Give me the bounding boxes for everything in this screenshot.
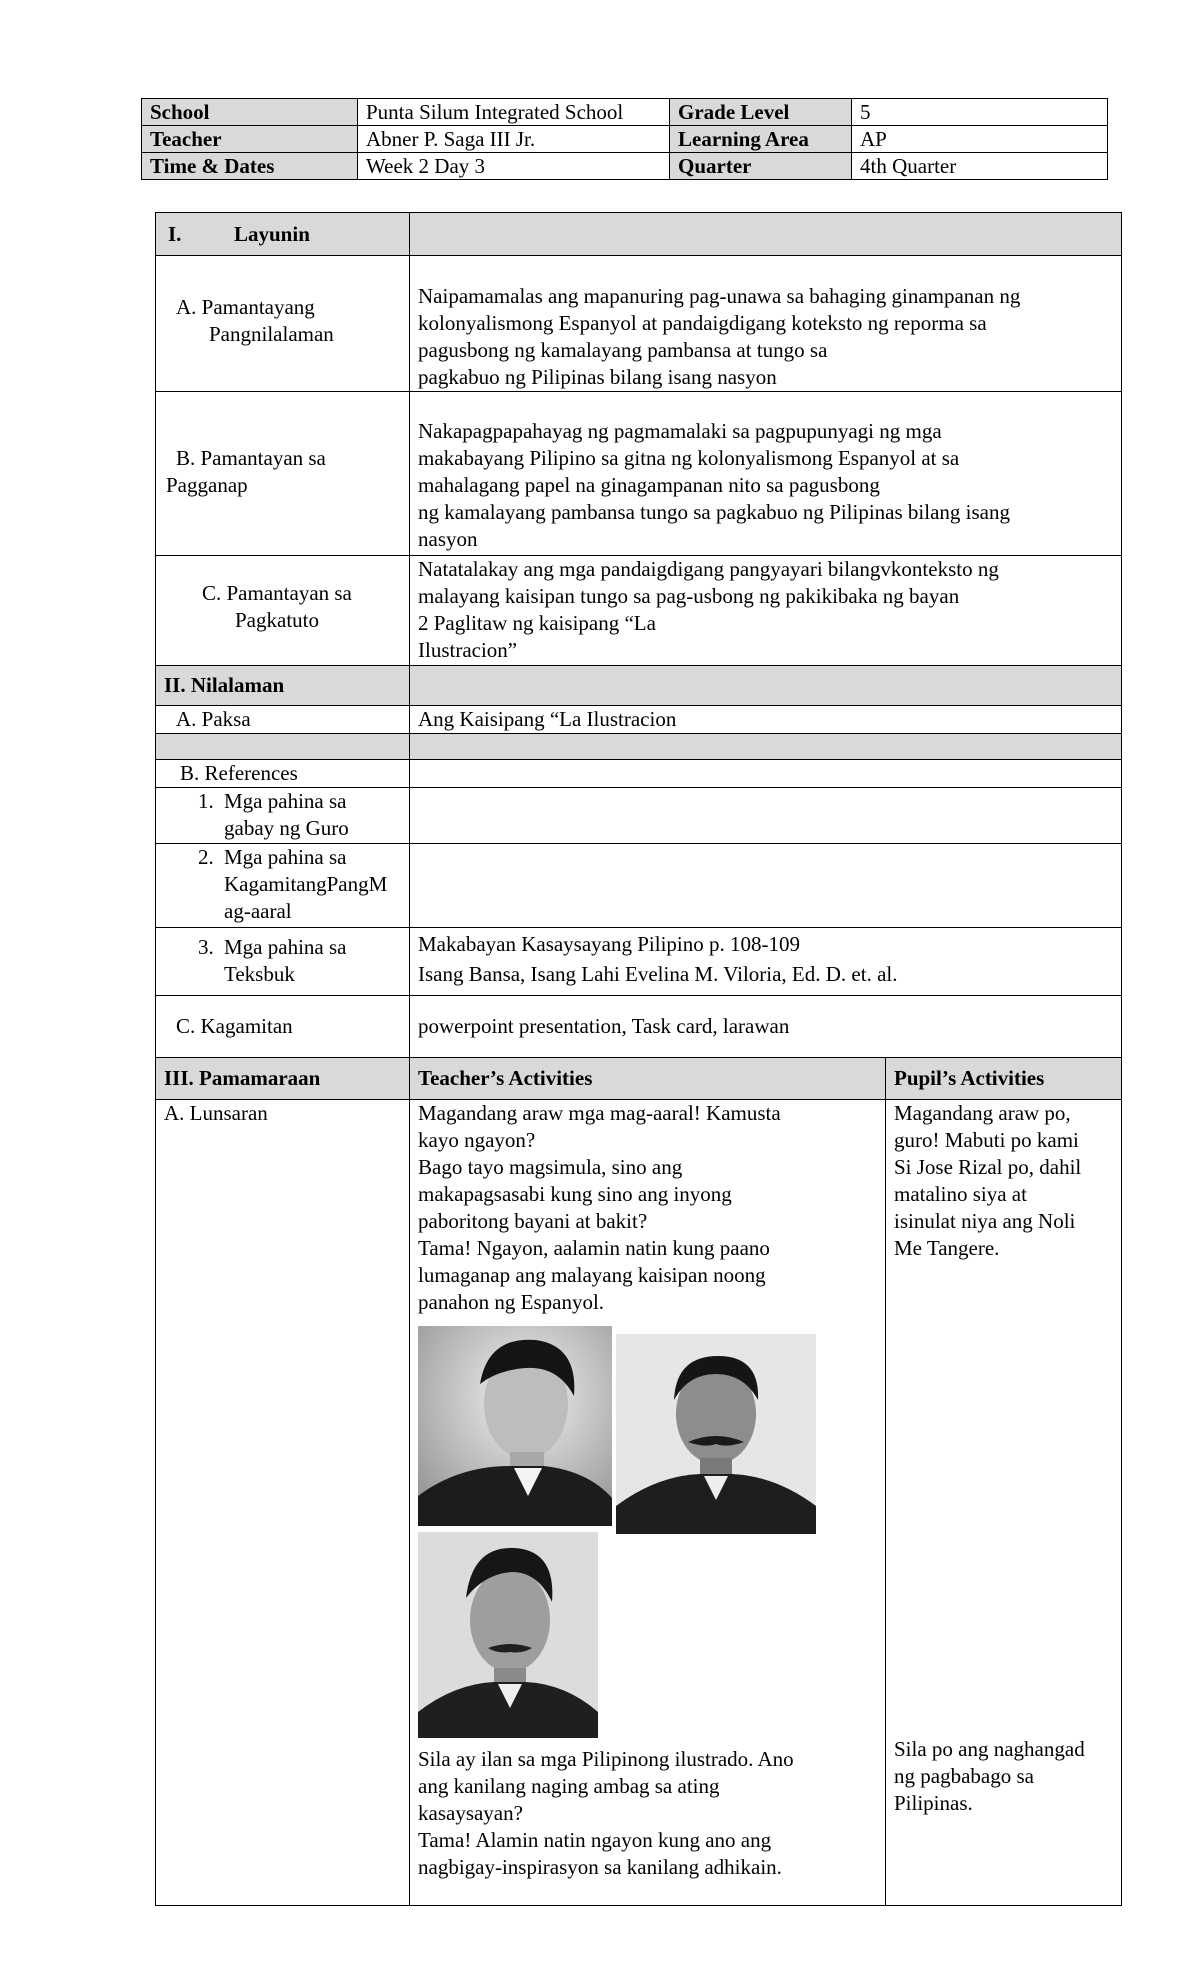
ref-kagamitan-value xyxy=(410,844,1122,928)
a-label-line-2: Pangnilalaman xyxy=(209,322,334,346)
references-label: B. References xyxy=(156,760,410,788)
kagamitan-value: powerpoint presentation, Task card, larawan xyxy=(410,996,1122,1058)
lesson-table xyxy=(155,212,1122,1906)
pupil-text-line: ng pagbabago sa xyxy=(894,1764,1034,1788)
a-text-line: kolonyalismong Espanyol at pandaigdigang koteksto ng reporma sa xyxy=(418,311,987,335)
layunin-heading-empty xyxy=(410,213,1122,256)
ref-teksbuk-value xyxy=(410,928,1122,996)
header-table xyxy=(141,98,1108,180)
spacer-row xyxy=(156,734,1122,760)
header-row-teacher xyxy=(142,126,1108,153)
layunin-heading xyxy=(156,213,410,256)
b-text-line: makabayang Pilipino sa gitna ng kolonyalismong Espanyol at sa xyxy=(418,446,960,470)
pupil-text-line: Me Tangere. xyxy=(894,1236,1000,1260)
paksa-row xyxy=(156,706,1122,734)
ref3-value-1: Makabayan Kasaysayang Pilipino p. 108-109 xyxy=(418,932,801,956)
ref1-num: 1. xyxy=(198,789,214,813)
pamantayan-sa-pagkatuto-text xyxy=(410,556,1122,666)
pamantayan-sa-pagganap-label xyxy=(156,392,410,556)
area-label: Learning Area xyxy=(670,126,852,153)
header-row-time xyxy=(142,153,1108,180)
c-label-line-1: C. Pamantayan sa xyxy=(202,581,352,605)
pupil-text-line: matalino siya at xyxy=(894,1182,1027,1206)
nilalaman-heading: II. Nilalaman xyxy=(156,666,410,706)
teacher-text-line: Sila ay ilan sa mga Pilipinong ilustrado. Ano xyxy=(418,1747,794,1771)
references-empty xyxy=(410,760,1122,788)
c-label-line-2: Pagkatuto xyxy=(235,608,319,632)
portrait-photo-2 xyxy=(616,1334,816,1534)
teacher-text-line: kasaysayan? xyxy=(418,1801,523,1825)
nilalaman-heading-row xyxy=(156,666,1122,706)
ref-kagamitan-row xyxy=(156,844,1122,928)
pamamaraan-heading: III. Pamamaraan xyxy=(156,1058,410,1100)
a-text-line: pagusbong ng kamalayang pambansa at tungo sa xyxy=(418,338,828,362)
ref2-line1: Mga pahina sa xyxy=(224,845,347,869)
teacher-label: Teacher xyxy=(142,126,358,153)
portrait-photo-3 xyxy=(418,1532,598,1738)
ref-teksbuk-label xyxy=(156,928,410,996)
b-label-line-2: Pagganap xyxy=(166,473,248,497)
pupil-spacer xyxy=(894,1262,1113,1736)
portrait-1-image xyxy=(418,1326,612,1526)
b-text-line: nasyon xyxy=(418,527,478,551)
pupil-activities-cell xyxy=(886,1100,1122,1906)
ref-gabay-row xyxy=(156,788,1122,844)
ref3-line2: Teksbuk xyxy=(224,962,295,986)
portrait-3-image xyxy=(418,1532,598,1738)
kagamitan-label: C. Kagamitan xyxy=(156,996,410,1058)
a-text-line: pagkabuo ng Pilipinas bilang isang nasyon xyxy=(418,365,777,389)
ref3-num: 3. xyxy=(198,935,214,959)
lunsaran-row xyxy=(156,1100,1122,1906)
b-label-line-1: B. Pamantayan sa xyxy=(176,446,326,470)
nilalaman-heading-empty xyxy=(410,666,1122,706)
ref2-num: 2. xyxy=(198,845,214,869)
c-text-line: Natatalakay ang mga pandaigdigang pangyayari bilangvkonteksto ng xyxy=(418,557,999,581)
spacer-cell xyxy=(410,734,1122,760)
pupil-text-line: isinulat niya ang Noli xyxy=(894,1209,1076,1233)
teacher-text-line: paboritong bayani at bakit? xyxy=(418,1209,648,1233)
school-value: Punta Silum Integrated School xyxy=(358,99,670,126)
quarter-label: Quarter xyxy=(670,153,852,180)
ref-kagamitan-label xyxy=(156,844,410,928)
teacher-value: Abner P. Saga III Jr. xyxy=(358,126,670,153)
teacher-text-line: nagbigay-inspirasyon sa kanilang adhikain. xyxy=(418,1855,782,1879)
pupil-text-line: Magandang araw po, xyxy=(894,1101,1071,1125)
teacher-text-line: Tama! Ngayon, aalamin natin kung paano xyxy=(418,1236,770,1260)
references-row xyxy=(156,760,1122,788)
b-text-line: Nakapagpapahayag ng pagmamalaki sa pagpupunyagi ng mga xyxy=(418,419,942,443)
layunin-heading-num: I. xyxy=(168,221,182,246)
ref1-line2: gabay ng Guro xyxy=(224,816,349,840)
pamantayan-sa-pagkatuto-row xyxy=(156,556,1122,666)
pupil-text-line: Sila po ang naghangad xyxy=(894,1737,1085,1761)
pamamaraan-heading-row xyxy=(156,1058,1122,1100)
layunin-heading-text: Layunin xyxy=(234,221,310,246)
header-row-school xyxy=(142,99,1108,126)
b-text-line: mahalagang papel na ginagampanan nito sa pagusbong xyxy=(418,473,880,497)
ref-teksbuk-row xyxy=(156,928,1122,996)
teacher-text-line: Magandang araw mga mag-aaral! Kamusta xyxy=(418,1101,781,1125)
pamantayang-pangnilalaman-row xyxy=(156,256,1122,392)
quarter-value: 4th Quarter xyxy=(852,153,1108,180)
teacher-text-line: Bago tayo magsimula, sino ang xyxy=(418,1155,683,1179)
ref3-line1: Mga pahina sa xyxy=(224,935,347,959)
grade-label: Grade Level xyxy=(670,99,852,126)
pupil-text-line: Pilipinas. xyxy=(894,1791,973,1815)
teacher-text-line: ang kanilang naging ambag sa ating xyxy=(418,1774,720,1798)
time-value: Week 2 Day 3 xyxy=(358,153,670,180)
pupil-text-line: Si Jose Rizal po, dahil xyxy=(894,1155,1082,1179)
pamantayang-pangnilalaman-text xyxy=(410,256,1122,392)
ref1-line1: Mga pahina sa xyxy=(224,789,347,813)
pamantayang-pangnilalaman-label xyxy=(156,256,410,392)
school-label: School xyxy=(142,99,358,126)
teacher-activities-cell xyxy=(410,1100,886,1906)
teacher-text-line: kayo ngayon? xyxy=(418,1128,536,1152)
spacer-cell xyxy=(156,734,410,760)
area-value: AP xyxy=(852,126,1108,153)
pupil-activities-heading: Pupil’s Activities xyxy=(886,1058,1122,1100)
kagamitan-row xyxy=(156,996,1122,1058)
c-text-line: malayang kaisipan tungo sa pag-usbong ng pakikibaka ng bayan xyxy=(418,584,960,608)
ref-gabay-label xyxy=(156,788,410,844)
c-text-line: Ilustracion” xyxy=(418,638,518,662)
portrait-2-image xyxy=(616,1334,816,1534)
grade-value: 5 xyxy=(852,99,1108,126)
ref-gabay-value xyxy=(410,788,1122,844)
ref2-line3: ag-aaral xyxy=(224,899,292,923)
teacher-text-line: Tama! Alamin natin ngayon kung ano ang xyxy=(418,1828,772,1852)
pupil-text-line: guro! Mabuti po kami xyxy=(894,1128,1079,1152)
teacher-text-line: makapagsasabi kung sino ang inyong xyxy=(418,1182,732,1206)
paksa-value: Ang Kaisipang “La Ilustracion xyxy=(410,706,1122,734)
a-label-line-1: A. Pamantayang xyxy=(176,295,315,319)
teacher-text-line: panahon ng Espanyol. xyxy=(418,1290,605,1314)
b-text-line: ng kamalayang pambansa tungo sa pagkabuo ng Pilipinas bilang isang xyxy=(418,500,1010,524)
ref2-line2: KagamitangPangM xyxy=(224,872,388,896)
pamantayan-sa-pagkatuto-label xyxy=(156,556,410,666)
pamantayan-sa-pagganap-text xyxy=(410,392,1122,556)
portrait-gallery xyxy=(418,1326,877,1746)
time-label: Time & Dates xyxy=(142,153,358,180)
a-text-line: Naipamamalas ang mapanuring pag-unawa sa bahaging ginampanan ng xyxy=(418,284,1021,308)
paksa-label: A. Paksa xyxy=(156,706,410,734)
lunsaran-label: A. Lunsaran xyxy=(156,1100,410,1906)
layunin-heading-row xyxy=(156,213,1122,256)
ref3-value-2: Isang Bansa, Isang Lahi Evelina M. Viloria, Ed. D. et. al. xyxy=(418,962,898,986)
teacher-activities-heading: Teacher’s Activities xyxy=(410,1058,886,1100)
teacher-text-line: lumaganap ang malayang kaisipan noong xyxy=(418,1263,766,1287)
portrait-photo-1 xyxy=(418,1326,612,1526)
c-text-line: 2 Paglitaw ng kaisipang “La xyxy=(418,611,656,635)
pamantayan-sa-pagganap-row xyxy=(156,392,1122,556)
